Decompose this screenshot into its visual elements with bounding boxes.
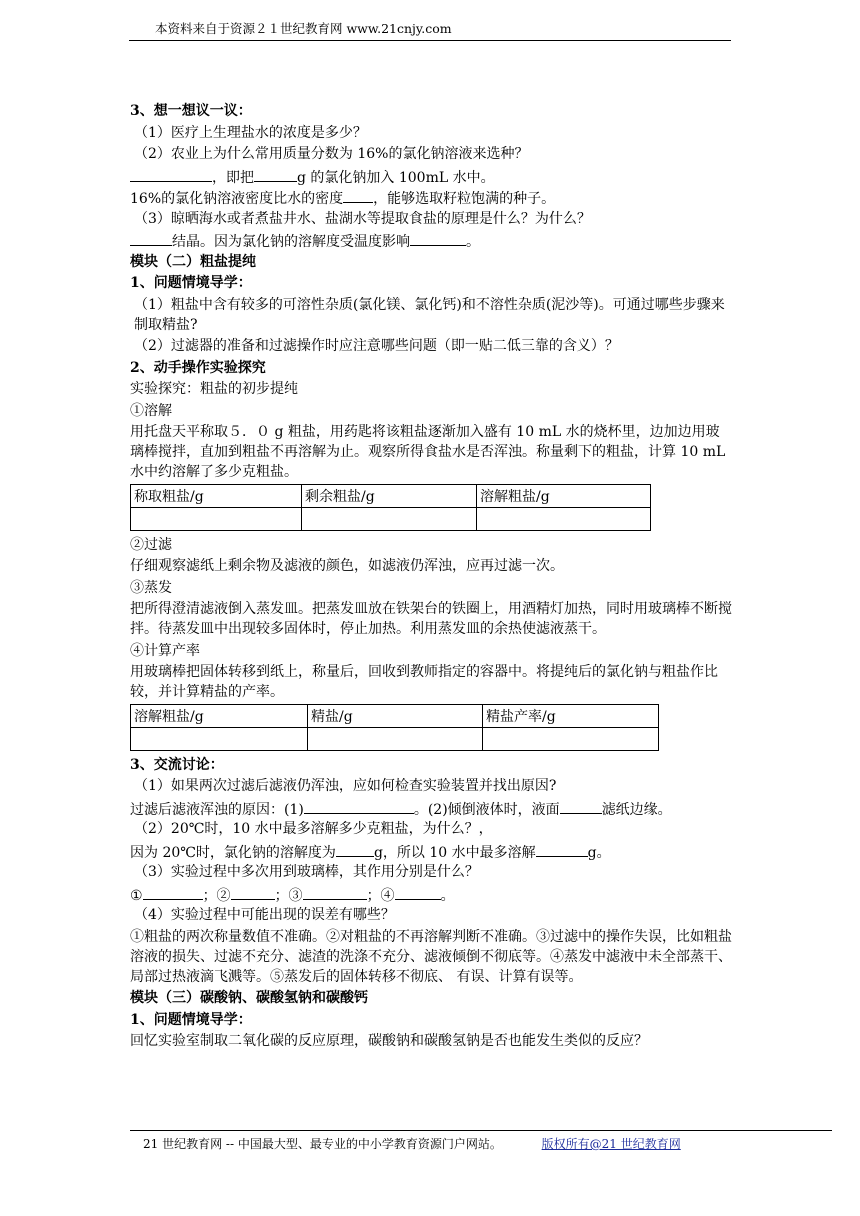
- step-title: ①溶解: [130, 402, 172, 419]
- table-header: 溶解粗盐/g: [477, 484, 651, 507]
- question: （3）晾晒海水或者煮盐井水、盐湖水等提取食盐的原理是什么？为什么？: [134, 210, 591, 227]
- question: （3）实验过程中多次用到玻璃棒，其作用分别是什么？: [134, 864, 479, 880]
- paragraph: 用玻璃棒把固体转移到纸上，称量后，回收到教师指定的容器中。将提纯后的氯化钠与粗盐作比较，并计算精盐的产率。: [130, 664, 718, 700]
- step-title: ②过滤: [130, 536, 172, 553]
- question: （2）过滤器的准备和过滤操作时应注意哪些问题（即一贴二低三靠的含义）？: [134, 338, 619, 354]
- answer-blank[interactable]: [143, 884, 203, 900]
- answer-blank[interactable]: [130, 230, 172, 246]
- table-header: 溶解粗盐/g: [131, 704, 308, 727]
- fill-line: 因为 20℃时，氯化钠的溶解度为 g，所以 10 水中最多溶解 g。: [130, 841, 732, 861]
- table-cell[interactable]: [302, 507, 477, 530]
- fill-line: 过滤后滤液浑浊的原因：(1) 。(2)倾倒液体时，液面 滤纸边缘。: [130, 798, 732, 818]
- table-header: 精盐/g: [308, 704, 483, 727]
- section-title: 3、交流讨论：: [130, 756, 224, 773]
- answer-blank[interactable]: [231, 884, 275, 900]
- module-title: 模块（三）碳酸钠、碳酸氢钠和碳酸钙: [130, 990, 368, 1006]
- module-title: 模块（二）粗盐提纯: [130, 253, 256, 270]
- data-table-2: [130, 704, 659, 751]
- paragraph: 实验探究：粗盐的初步提纯: [130, 381, 298, 397]
- paragraph: 把所得澄清滤液倒入蒸发皿。把蒸发皿放在铁架台的铁圈上，用酒精灯加热，同时用玻璃棒不断搅拌。待蒸发皿中出现较多固体时，停止加热。利用蒸发皿的余热使滤液蒸干。: [130, 601, 732, 637]
- question: （1）如果两次过滤后滤液仍浑浊，应如何检查实验装置并找出原因?: [134, 778, 557, 794]
- answer-blank[interactable]: [395, 884, 441, 900]
- answer-blank[interactable]: [304, 798, 414, 814]
- question: （2）农业上为什么常用质量分数为 16%的氯化钠溶液来选种？: [134, 146, 529, 162]
- table-cell[interactable]: [131, 727, 308, 750]
- question: （2）20℃时，10 水中最多溶解多少克粗盐，为什么？，: [134, 821, 493, 837]
- step-title: ③蒸发: [130, 579, 172, 596]
- table-cell[interactable]: [483, 727, 659, 750]
- answer-blank[interactable]: [130, 166, 212, 182]
- answer-blank[interactable]: [410, 230, 466, 246]
- fill-line: 结晶。因为氯化钠的溶解度受温度影响 。: [130, 230, 732, 250]
- table-cell[interactable]: [308, 727, 483, 750]
- answer-blank[interactable]: [560, 798, 602, 814]
- page-footer: [143, 1135, 681, 1153]
- copyright-link[interactable]: 版权所有@21 世纪教育网: [541, 1137, 681, 1151]
- question: （4）实验过程中可能出现的误差有哪些？: [134, 907, 395, 923]
- question: （1）医疗上生理盐水的浓度是多少？: [134, 124, 367, 141]
- answer-blank[interactable]: [336, 841, 374, 857]
- footer-divider: [130, 1130, 832, 1131]
- section-title: 3、想一想议一议：: [130, 103, 252, 119]
- section-title: 2、动手操作实验探究: [130, 359, 266, 376]
- paragraph: 仔细观察滤纸上剩余物及滤液的颜色，如滤液仍浑浊，应再过滤一次。: [130, 558, 564, 574]
- document-body: [130, 101, 732, 1053]
- paragraph: 回忆实验室制取二氧化碳的反应原理，碳酸钠和碳酸氢钠是否也能发生类似的反应？: [130, 1033, 648, 1049]
- section-title: 1、问题情境导学：: [130, 1011, 252, 1028]
- fill-line: ，即把 g 的氯化钠加入 100mL 水中。: [130, 166, 732, 186]
- paragraph: ①粗盐的两次称量数值不准确。②对粗盐的不再溶解判断不准确。③过滤中的操作失误，比如粗盐溶液的损失、过滤不充分、滤渣的洗涤不充分、滤液倾倒不彻底等。④蒸发中滤液中未全部蒸干、局部过热液滴飞溅等。⑤蒸发后的固体转移不彻底、 有误、计算有误等。: [130, 928, 732, 985]
- header-text: 本资料来自于资源２１世纪教育网 www.21cnjy.com: [155, 21, 452, 36]
- table-header: 称取粗盐/g: [131, 484, 302, 507]
- paragraph: 用托盘天平称取５．０ g 粗盐，用药匙将该粗盐逐渐加入盛有 10 mL 水的烧杯里，边加边用玻璃棒搅拌，直加到粗盐不再溶解为止。观察所得食盐水是否浑浊。称量剩下的粗盐，计算 10 mL 水中约溶解了多少克粗盐。: [130, 424, 726, 480]
- footer-text: 21 世纪教育网 -- 中国最大型、最专业的中小学教育资源门户网站。: [143, 1137, 502, 1151]
- fill-line: 16%的氯化钠溶液密度比水的密度 ，能够选取籽粒饱满的种子。: [130, 187, 732, 207]
- page-header: [129, 18, 731, 41]
- section-title: 1、问题情境导学：: [130, 275, 252, 291]
- table-cell[interactable]: [477, 507, 651, 530]
- answer-blank[interactable]: [254, 166, 297, 182]
- fill-line: ① ；② ；③ ；④ 。: [130, 884, 732, 904]
- question: （1）粗盐中含有较多的可溶性杂质(氯化镁、氯化钙)和不溶性杂质(泥沙等)。可通过哪些步骤来制取精盐?: [134, 296, 725, 333]
- answer-blank[interactable]: [536, 841, 588, 857]
- table-header: 精盐产率/g: [483, 704, 659, 727]
- answer-blank[interactable]: [343, 187, 373, 203]
- data-table-1: [130, 484, 651, 531]
- answer-blank[interactable]: [303, 884, 367, 900]
- table-cell[interactable]: [131, 507, 302, 530]
- step-title: ④计算产率: [130, 642, 200, 659]
- table-header: 剩余粗盐/g: [302, 484, 477, 507]
